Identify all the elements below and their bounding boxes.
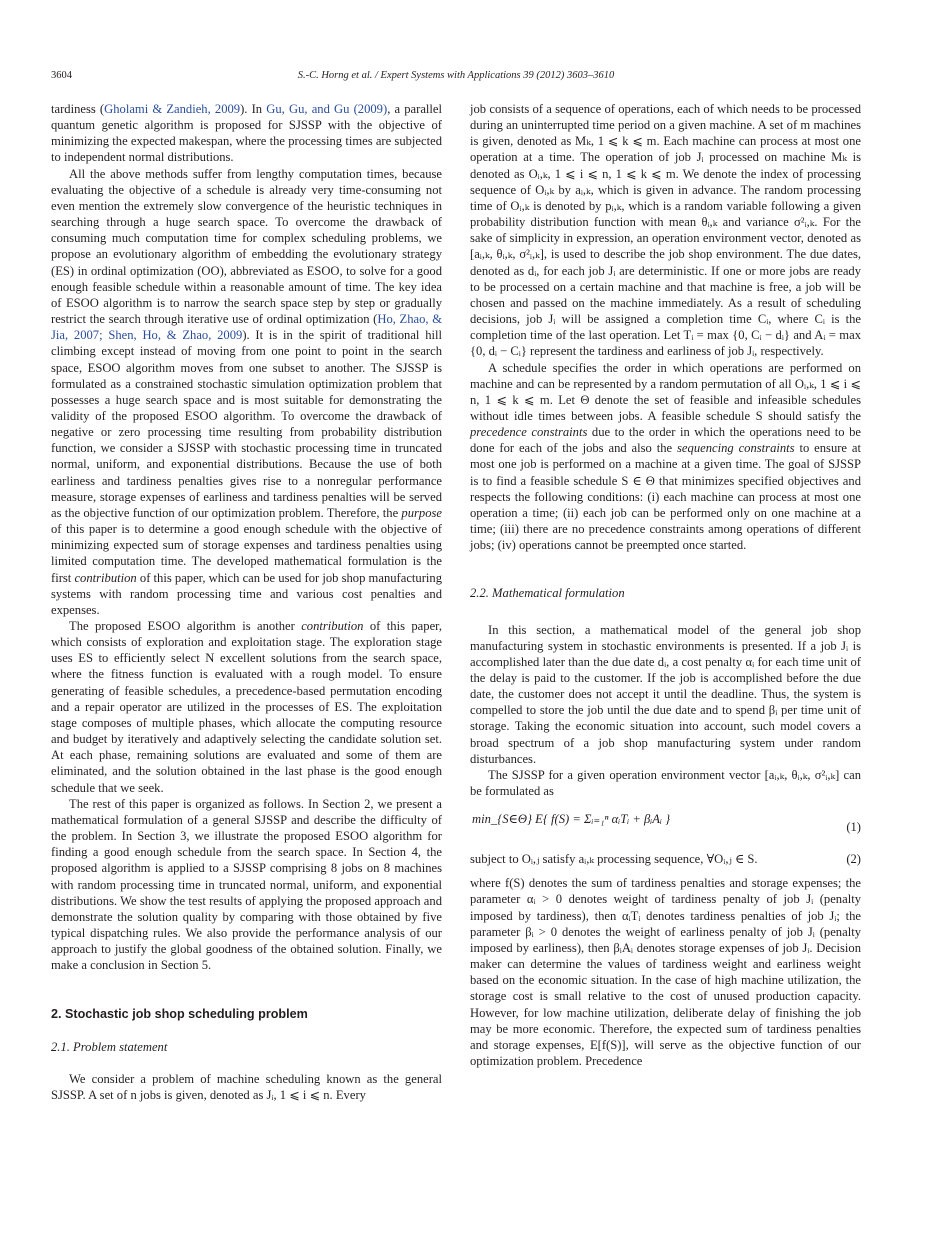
paragraph: The rest of this paper is organized as follows. In Section 2, we present a mathematical formulation of a general SJSSP and describe the difficulty of the problem. In Section 3, we illustrate the proposed ESOO algorithm for finding a good enough schedule from the search space. In Section 4, the proposed algorithm is applied to a SJSSP comprising 8 jobs on 8 machines with random processing time in truncated normal, uniform, and exponential distributions. We show the test results of applying the proposed approach and demonstrate the solution quality by comparing with those obtained by five typical dispatching rules. We also provide the performance analysis of our approach to justify the global goodness of the obtained solution. Finally, we make a conclusion in Section 5. bbox=[51, 796, 442, 973]
paragraph: In this section, a mathematical model of the general job shop manufacturing system in stochastic environments is presented. If a job Jᵢ is accomplished later than the due date dᵢ, a cost penalty αᵢ for each time unit of the delay is paid to the customer. If the job is accomplished before the due date, the customer does not accept it until the deadline. Thus, the system is compelled to store the job until the due date and to spend βᵢ per time unit of storage. Taking the economic situation into account, such model covers a broad spectrum of a job shop manufacturing system under random disturbances. bbox=[470, 622, 861, 766]
paragraph: We consider a problem of machine scheduling known as the general SJSSP. A set of n jobs is given, denoted as Jᵢ, 1 ⩽ i ⩽ n. Every bbox=[51, 1071, 442, 1102]
equation-body: subject to Oᵢ,ⱼ satisfy aᵢ,ₖ processing sequence, ∀Oᵢ,ⱼ ∈ S. bbox=[470, 852, 758, 867]
paragraph: All the above methods suffer from lengthy computation times, because evaluating the objective of a schedule is already very time-consuming not even mention the extremely slow convergence of the heuristic techniques in searching through a huge search space. To overcome the drawback of consuming much computation time for complex scheduling problems, we propose an evolutionary algorithm of embedding the evolutionary strategy (ES) in ordinal optimization (OO), abbreviated as ESOO, to solve for a good enough feasible schedule within a reasonable amount of time. The key idea of ESOO algorithm is to narrow the search space step by step or gradually restrict the search through iterative use of ordinal optimization (Ho, Zhao, & Jia, 2007; Shen, Ho, & Zhao, 2009). It is in the spirit of traditional hill climbing except instead of moving from one point to point in the search space, ESOO algorithm moves from one subset to another. The SJSSP is formulated as a constrained stochastic simulation optimization problem that possesses a huge search space and is most suitable for demonstrating the validity of the proposed ESOO algorithm. To overcome the drawback of negative or zero processing time resulting from probability distribution function, we consider a SJSSP with stochastic processing time in truncated normal, uniform, and exponential distributions. Because the use of both earliness and tardiness penalties gives rise to a nonregular performance measure, storage expenses of earliness and tardiness penalties will be served as the objective function of our optimization problem. Therefore, the purpose of this paper is to determine a good enough schedule with the objective of minimizing expected sum of storage expenses and tardiness penalties using limited computation time. The developed mathematical formulation is the first contribution of this paper, which can be used for job shop manufacturing systems with random processing time and various cost penalties and expenses. bbox=[51, 166, 442, 617]
running-title: S.-C. Horng et al. / Expert Systems with Applications 39 (2012) 3603–3610 bbox=[297, 70, 615, 81]
paragraph: The SJSSP for a given operation environment vector [aᵢ,ₖ, θᵢ,ₖ, σ²ᵢ,ₖ] can be formulated as bbox=[470, 767, 861, 799]
subsection-heading: 2.1. Problem statement bbox=[51, 1039, 168, 1054]
citation-link[interactable]: Gu, Gu, and Gu (2009) bbox=[266, 102, 388, 116]
equation-body: min_{S∈Θ} E{ f(S) = Σᵢ₌₁ⁿ αᵢTᵢ + βᵢAᵢ } bbox=[472, 812, 671, 827]
paragraph: The proposed ESOO algorithm is another contribution of this paper, which consists of exploration and exploitation stage. The exploration stage uses ES to efficiently select N excellent solutions from the search space, where the fitness function is evaluated with a rough model. To ensure generating of feasible schedules, a precedence-based permutation encoding and a repair operator are utilized in the processes of ES. The exploitation stage composes of multiple phases, which allocate the computing resource and budget by iteratively and adaptively selecting the candidate solution set. At each phase, remaining solutions are evaluated and some of them are eliminated, and the solution obtained in the last phase is the good enough schedule that we seek. bbox=[51, 619, 442, 795]
equation-1 bbox=[470, 807, 861, 847]
citation-link[interactable]: Ho, Zhao, & Jia, 2007; Shen, Ho, & Zhao, 2009 bbox=[51, 312, 442, 343]
equation-number: (2) bbox=[846, 852, 861, 867]
paragraph: where f(S) denotes the sum of tardiness penalties and storage expenses; the parameter αᵢ > 0 denotes weight of tardiness penalty of job Jᵢ (penalty imposed by tardiness), then αᵢTᵢ denotes tardiness penalties of job Jᵢ; the parameter βᵢ > 0 denotes the weight of earliness penalty of job Jᵢ (penalty imposed by earliness), then βᵢAᵢ denotes storage expenses of job Jᵢ. Decision maker can determine the values of tardiness weight and earliness weight based on the economic situation. In the case of high machine utilization, the storage cost is small relative to the cost of unused production capacity. However, for low machine utilization, deliberate delay of finishing the job may be more economic. Therefore, the expected sum of tardiness penalties and storage expenses, E[f(S)], will serve as the objective function of our optimization problem. Precedence bbox=[470, 876, 861, 1068]
page-number: 3604 bbox=[51, 70, 72, 81]
paragraph: tardiness (Gholami & Zandieh, 2009). In Gu, Gu, and Gu (2009), a parallel quantum genetic algorithm is proposed for SJSSP with the objective of minimizing the expected makespan, where the processing times are subjected to independent normal distributions. bbox=[51, 102, 443, 165]
subsection-heading: 2.2. Mathematical formulation bbox=[470, 586, 625, 601]
left-column bbox=[51, 101, 442, 1103]
equation-number: (1) bbox=[846, 820, 861, 835]
section-heading: 2. Stochastic job shop scheduling problem bbox=[51, 1007, 308, 1022]
citation-link[interactable]: Gholami & Zandieh, 2009 bbox=[104, 102, 241, 116]
equation-2 bbox=[470, 851, 861, 869]
right-column bbox=[470, 101, 861, 1069]
running-header bbox=[51, 70, 861, 86]
paragraph: A schedule specifies the order in which operations are performed on machine and can be represented by a random permutation of all Oᵢ,ₖ, 1 ⩽ i ⩽ n, 1 ⩽ k ⩽ m. Let Θ denote the set of feasible and infeasible schedules without idle times between jobs. A feasible schedule S should satisfy the precedence constraints due to the order in which the operations need to be done for each of the jobs and also the sequencing constraints to ensure at most one job is performed on a machine at a given time. The goal of SJSSP is to find a feasible schedule S ∈ Θ that minimizes specified objectives and respects the following conditions: (i) each machine can process at most one operation a time; (ii) each job can be performed only on one machine at a time; (iii) there are no precedence constraints among operations of different jobs; (iv) operations cannot be preempted once started. bbox=[470, 360, 862, 553]
paragraph: job consists of a sequence of operations, each of which needs to be processed during an uninterrupted time period on a given machine. A set of m machines is given, denoted as Mₖ, 1 ⩽ k ⩽ m. Each machine can process at most one operation at a time. The operation of job Jᵢ processed on machine Mₖ is denoted as Oᵢ,ₖ, 1 ⩽ i ⩽ n, 1 ⩽ k ⩽ m. We denote the index of processing sequence of Oᵢ,ₖ by aᵢ,ₖ, which is given in advance. The random processing time of Oᵢ,ₖ is denoted by pᵢ,ₖ, which is a random variable following a given probability distribution function with mean θᵢ,ₖ and variance σ²ᵢ,ₖ. For the sake of simplicity in expression, an operation environment vector, denoted as [aᵢ,ₖ, θᵢ,ₖ, σ²ᵢ,ₖ], is used to describe the job shop environment. The due dates, denoted as dᵢ, for each job Jᵢ are deterministic. If one or more jobs are ready to be processed on a certain machine and that machine is free, a job will be chosen and passed on the machine immediately. As a result of scheduling decisions, job Jᵢ will be assigned a completion time Cᵢ, where Cᵢ is the completion time of the last operation. Let Tᵢ = max {0, Cᵢ − dᵢ} and Aᵢ = max {0, dᵢ − Cᵢ} represent the tardiness and earliness of job Jᵢ, respectively. bbox=[470, 102, 861, 359]
